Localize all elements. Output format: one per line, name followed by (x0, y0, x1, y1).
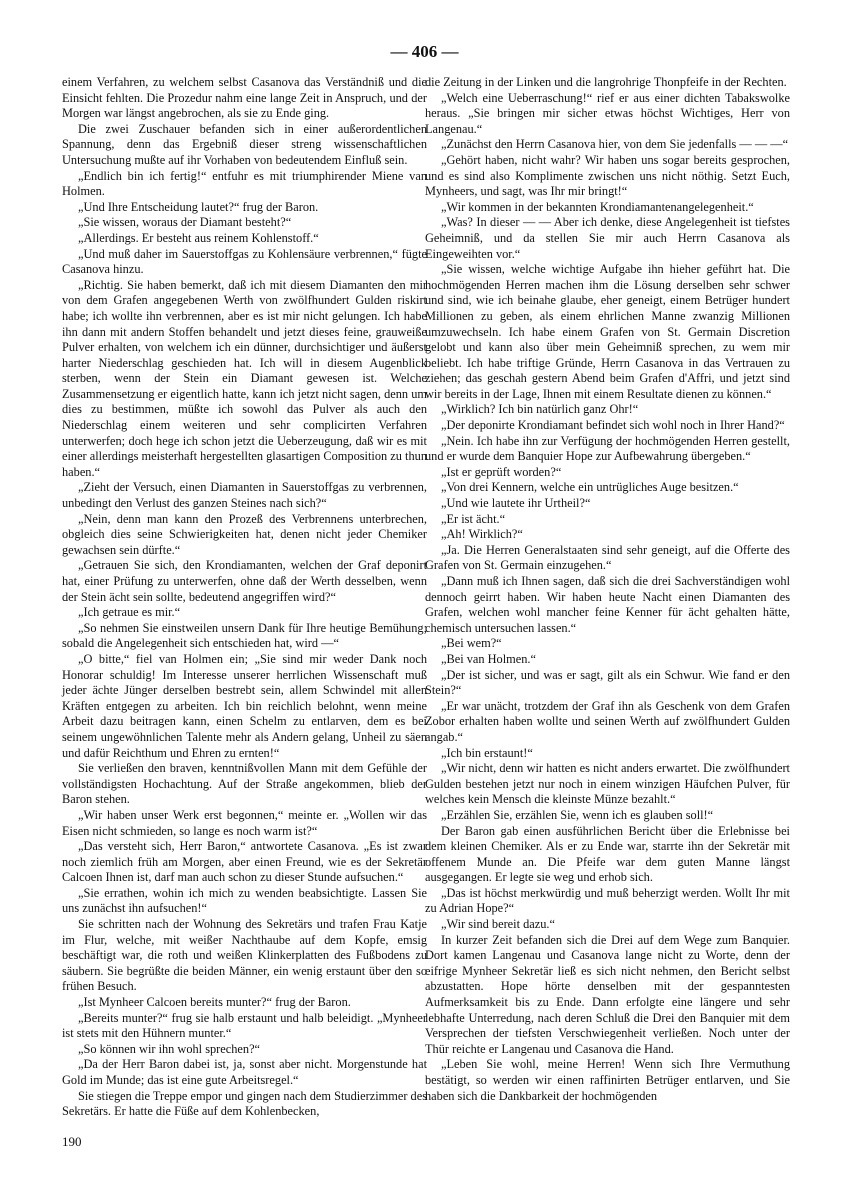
paragraph: Sie stiegen die Treppe empor und gingen nach dem Studierzimmer des Sekretärs. Er hatte die Füße auf dem Kohlenbecken, (62, 1088, 427, 1119)
paragraph: „Da der Herr Baron dabei ist, ja, sonst aber nicht. Morgenstunde hat Gold im Munde; das ist eine gute Arbeitsregel.“ (62, 1057, 427, 1087)
paragraph: „Sie wissen, woraus der Diamant besteht?“ (78, 215, 292, 230)
paragraph: „Bereits munter?“ frug sie halb erstaunt und halb beleidigt. „Mynheer ist stets mit den Hühnern munter.“ (62, 1010, 427, 1041)
paragraph: „Bei wem?“ (441, 636, 502, 651)
paragraph: „Wir nicht, denn wir hatten es nicht anders erwartet. Die zwölfhundert Gulden bestehen jetzt nur noch in einem winzigen Häufchen Pulver, für welches kein Mensch die kleinste Münze bezahlt.“ (425, 761, 790, 807)
paragraph: „Wirklich? Ich bin natürlich ganz Ohr!“ (441, 402, 639, 417)
paragraph: „Wir sind bereit dazu.“ (441, 917, 555, 932)
paragraph: „Und muß daher im Sauerstoffgas zu Kohlensäure verbrennen,“ fügte Casanova hinzu. (62, 246, 427, 277)
paragraph: „Er war unächt, trotzdem der Graf ihn als Geschenk von dem Grafen Zobor erhalten haben wollte und seinen Werth auf zwölfhundert Gulden angab.“ (425, 698, 790, 744)
paragraph: „Welch eine Ueberraschung!“ rief er aus einer dichten Tabakswolke heraus. „Sie bringen mir sicher etwas höchst Wichtiges, Herr von Langenau.“ (425, 90, 790, 136)
paragraph: „Ah! Wirklich?“ (441, 527, 523, 542)
paragraph: „Er ist ächt.“ (441, 511, 506, 526)
printer-signature: 190 (62, 1134, 82, 1149)
paragraph: In kurzer Zeit befanden sich die Drei auf dem Wege zum Banquier. Dort kamen Langenau und Casanova lange nicht zu Worte, denn der eifrige Mynheer Sekretär ließ es sich nicht nehmen, den Bericht selbst abzustatten. Hope hörte denselben mit der gespanntesten Aufmerksamkeit bis zu Ende. Dann erfolgte eine längere und sehr lebhafte Unterredung, nach deren Schluß die Drei den Banquier mit dem Versprechen der tiefsten Verschwiegenheit verließen. Noch unter der Thür reichte er Langenau und Casanova die Hand. (425, 932, 790, 1056)
paragraph: „So nehmen Sie einstweilen unsern Dank für Ihre heutige Bemühung; sobald die Angelegenheit sich entschieden hat, wird —“ (62, 620, 427, 651)
paragraph: „Zieht der Versuch, einen Diamanten in Sauerstoffgas zu verbrennen, unbedingt den Verlust des ganzen Steines nach sich?“ (62, 480, 427, 511)
paragraph: „Zunächst den Herrn Casanova hier, von dem Sie jedenfalls — — —“ (441, 137, 789, 152)
paragraph: „Ist er geprüft worden?“ (441, 464, 562, 479)
paragraph: „Richtig. Sie haben bemerkt, daß ich mit diesem Diamanten den mir von dem Grafen angegebenen Werth von zwölfhundert Gulden riskirt habe; ich wollte ihn verbrennen, aber es ist mir nicht gelungen. Ich habe ihn dann mit andern Stoffen behandelt und jetzt dieses feine, grauweiße Pulver erhalten, von welchem ich ein dünner, durchsichtiger und äußerst harter Niederschlag geschieden hat. Ich will in diesem Augenblick sterben, wenn der Stein ein Diamant gewesen ist. Welche Zusammensetzung er eigentlich hatte, kann ich jetzt nicht sagen, denn um dies zu bestimmen, müßte ich sowohl das Pulver als auch den Niederschlag einem weiteren und sehr complicirten Verfahren unterwerfen; doch hege ich schon jetzt die Ueberzeugung, daß wir es mit einer allerdings meisterhaft hergestellten glasartigen Composition zu thun haben.“ (62, 277, 427, 479)
paragraph: „Erzählen Sie, erzählen Sie, wenn ich es glauben soll!“ (441, 807, 714, 822)
paragraph: Der Baron gab einen ausführlichen Bericht über die Erlebnisse bei dem kleinen Chemiker. Als er zu Ende war, starrte ihn der Sekretär mit offenem Munde an. Die Pfeife war dem guten Manne längst ausgegangen. Er legte sie weg und erhob sich. (425, 823, 790, 885)
paragraph: „Ist Mynheer Calcoen bereits munter?“ frug der Baron. (78, 995, 351, 1010)
paragraph: Die zwei Zuschauer befanden sich in einer außerordentlichen Spannung, denn das Ergebniß dieser streng wissenschaftlichen Untersuchung mußte auf ihr Vorhaben von bedeutendem Einfluß sein. (62, 121, 427, 167)
paragraph: „Von drei Kennern, welche ein untrügliches Auge besitzen.“ (441, 480, 739, 495)
paragraph: „Ich bin erstaunt!“ (441, 745, 533, 760)
paragraph: „Allerdings. Er besteht aus reinem Kohlenstoff.“ (78, 230, 319, 245)
paragraph: „Das ist höchst merkwürdig und muß beherzigt werden. Wollt Ihr mit zu Adrian Hope?“ (425, 885, 790, 916)
paragraph: „Ja. Die Herren Generalstaaten sind sehr geneigt, auf die Offerte des Grafen von St. Germain einzugehen.“ (425, 542, 790, 573)
paragraph: „Nein, denn man kann den Prozeß des Verbrennens unterbrechen, obgleich dies seine Schwierigkeiten hat, denen nicht jeder Chemiker gewachsen sein dürfte.“ (62, 511, 427, 557)
paragraph: „Der deponirte Krondiamant befindet sich wohl noch in Ihrer Hand?“ (441, 418, 785, 433)
paragraph: „Bei van Holmen.“ (441, 651, 536, 666)
paragraph: „Und wie lautete ihr Urtheil?“ (441, 496, 591, 511)
page-number-header: — 406 — (390, 42, 459, 61)
left-text-column (62, 75, 427, 1120)
paragraph: „Der ist sicher, und was er sagt, gilt als ein Schwur. Wie fand er den Stein?“ (425, 667, 790, 698)
paragraph: „Endlich bin ich fertig!“ entfuhr es mit triumphirender Miene van Holmen. (62, 168, 427, 199)
paragraph: die Zeitung in der Linken und die langrohrige Thonpfeife in der Rechten. (425, 75, 787, 89)
paragraph: Sie schritten nach der Wohnung des Sekretärs und trafen Frau Katje im Flur, welche, mit weißer Nachthaube auf dem Kopfe, emsig beschäftigt war, die roth und weißen Klinkerplatten des Fußbodens zu säubern. Sie begrüßte die beiden Männer, ein wenig erstaunt über den so frühen Besuch. (62, 917, 427, 994)
paragraph: „So können wir ihn wohl sprechen?“ (78, 1041, 261, 1056)
paragraph: „Wir kommen in der bekannten Krondiamantenangelegenheit.“ (441, 199, 754, 214)
paragraph: „O bitte,“ fiel van Holmen ein; „Sie sind mir weder Dank noch Honorar schuldig! Im Interesse unserer herrlichen Wissenschaft muß jeder ächte Jünger derselben bestrebt sein, allem Schwindel mit allen Kräften entgegen zu arbeiten. Ich bin reichlich belohnt, wenn meine Arbeit dazu beitragen kann, einen Schelm zu entlarven, dem es bei seinem ungewöhnlichen Talente mehr als Andern gelang, Unheil zu säen und dafür Reichthum und Ehren zu ernten!“ (62, 651, 427, 760)
paragraph: „Leben Sie wohl, meine Herren! Wenn sich Ihre Vermuthung bestätigt, so werden wir einen raffinirten Betrüger entlarven, und Sie haben sich die Dankbarkeit der hochmögenden (425, 1057, 790, 1103)
paragraph: „Gehört haben, nicht wahr? Wir haben uns sogar bereits gesprochen, und es sind also Komplimente zwischen uns nicht nöthig. Setzt Euch, Mynheers, und sagt, was Ihr mir bringt!“ (425, 152, 790, 199)
paragraph: „Dann muß ich Ihnen sagen, daß sich die drei Sachverständigen wohl dennoch geirrt haben. Wir haben heute Nacht einen Diamanten des Grafen, welchen wohl mancher feine Kenner für ächt gehalten hätte, chemisch untersuchen lassen.“ (425, 574, 790, 635)
paragraph: „Sie wissen, welche wichtige Aufgabe ihn hieher geführt hat. Die hochmögenden Herren machen ihm die Lösung derselben sehr schwer und sind, wie ich beinahe glaube, eher geneigt, einem Betrüger hundert Millionen zu geben, als einem ehrlichen Manne zwanzig Millionen umzuwechseln. Ich habe einem Grafen von St. Germain Discretion gelobt und kann also über mein Geheimniß sprechen, zu wem mir beliebt. Ich habe triftige Gründe, Herrn Casanova in das Vertrauen zu ziehen; das geschah gestern Abend beim Grafen d'Affri, und jetzt sind wir bereits in der Lage, Ihnen mit einem Resultate dienen zu können.“ (425, 262, 790, 401)
paragraph: „Nein. Ich habe ihn zur Verfügung der hochmögenden Herren gestellt, und er wurde dem Banquier Hope zur Aufbewahrung übergeben.“ (425, 433, 790, 464)
paragraph: einem Verfahren, zu welchem selbst Casanova das Verständniß und die Einsicht fehlten. Die Prozedur nahm eine lange Zeit in Anspruch, und der Morgen war längst angebrochen, als sie zu Ende ging. (62, 75, 427, 121)
right-text-column (425, 75, 790, 1104)
paragraph: Sie verließen den braven, kenntnißvollen Mann mit dem Gefühle der vollständigsten Hochachtung. Auf der Straße angekommen, blieb der Baron stehen. (62, 761, 427, 807)
paragraph: „Was? In dieser — — Aber ich denke, diese Angelegenheit ist tiefstes Geheimniß, und da stellen Sie mir auch Herrn Casanova als Eingeweihten vor.“ (425, 215, 790, 261)
paragraph: „Wir haben unser Werk erst begonnen,“ meinte er. „Wollen wir das Eisen nicht schmieden, so lange es noch warm ist?“ (62, 807, 427, 838)
paragraph: „Das versteht sich, Herr Baron,“ antwortete Casanova. „Es ist zwar noch ziemlich früh am Morgen, aber einen Freund, wie es der Sekretär Calcoen Ihnen ist, darf man auch schon zu dieser Stunde aufsuchen.“ (62, 839, 427, 885)
paragraph: „Ich getraue es mir.“ (78, 605, 181, 620)
paragraph: „Sie errathen, wohin ich mich zu wenden beabsichtigte. Lassen Sie uns zunächst ihn aufsuchen!“ (62, 885, 427, 916)
paragraph: „Getrauen Sie sich, den Krondiamanten, welchen der Graf deponirt hat, einer Prüfung zu unterwerfen, ohne daß der Werth desselben, wenn der Stein ächt sein sollte, bedeutend angegriffen wird?“ (62, 558, 427, 604)
paragraph: „Und Ihre Entscheidung lautet?“ frug der Baron. (78, 199, 319, 214)
